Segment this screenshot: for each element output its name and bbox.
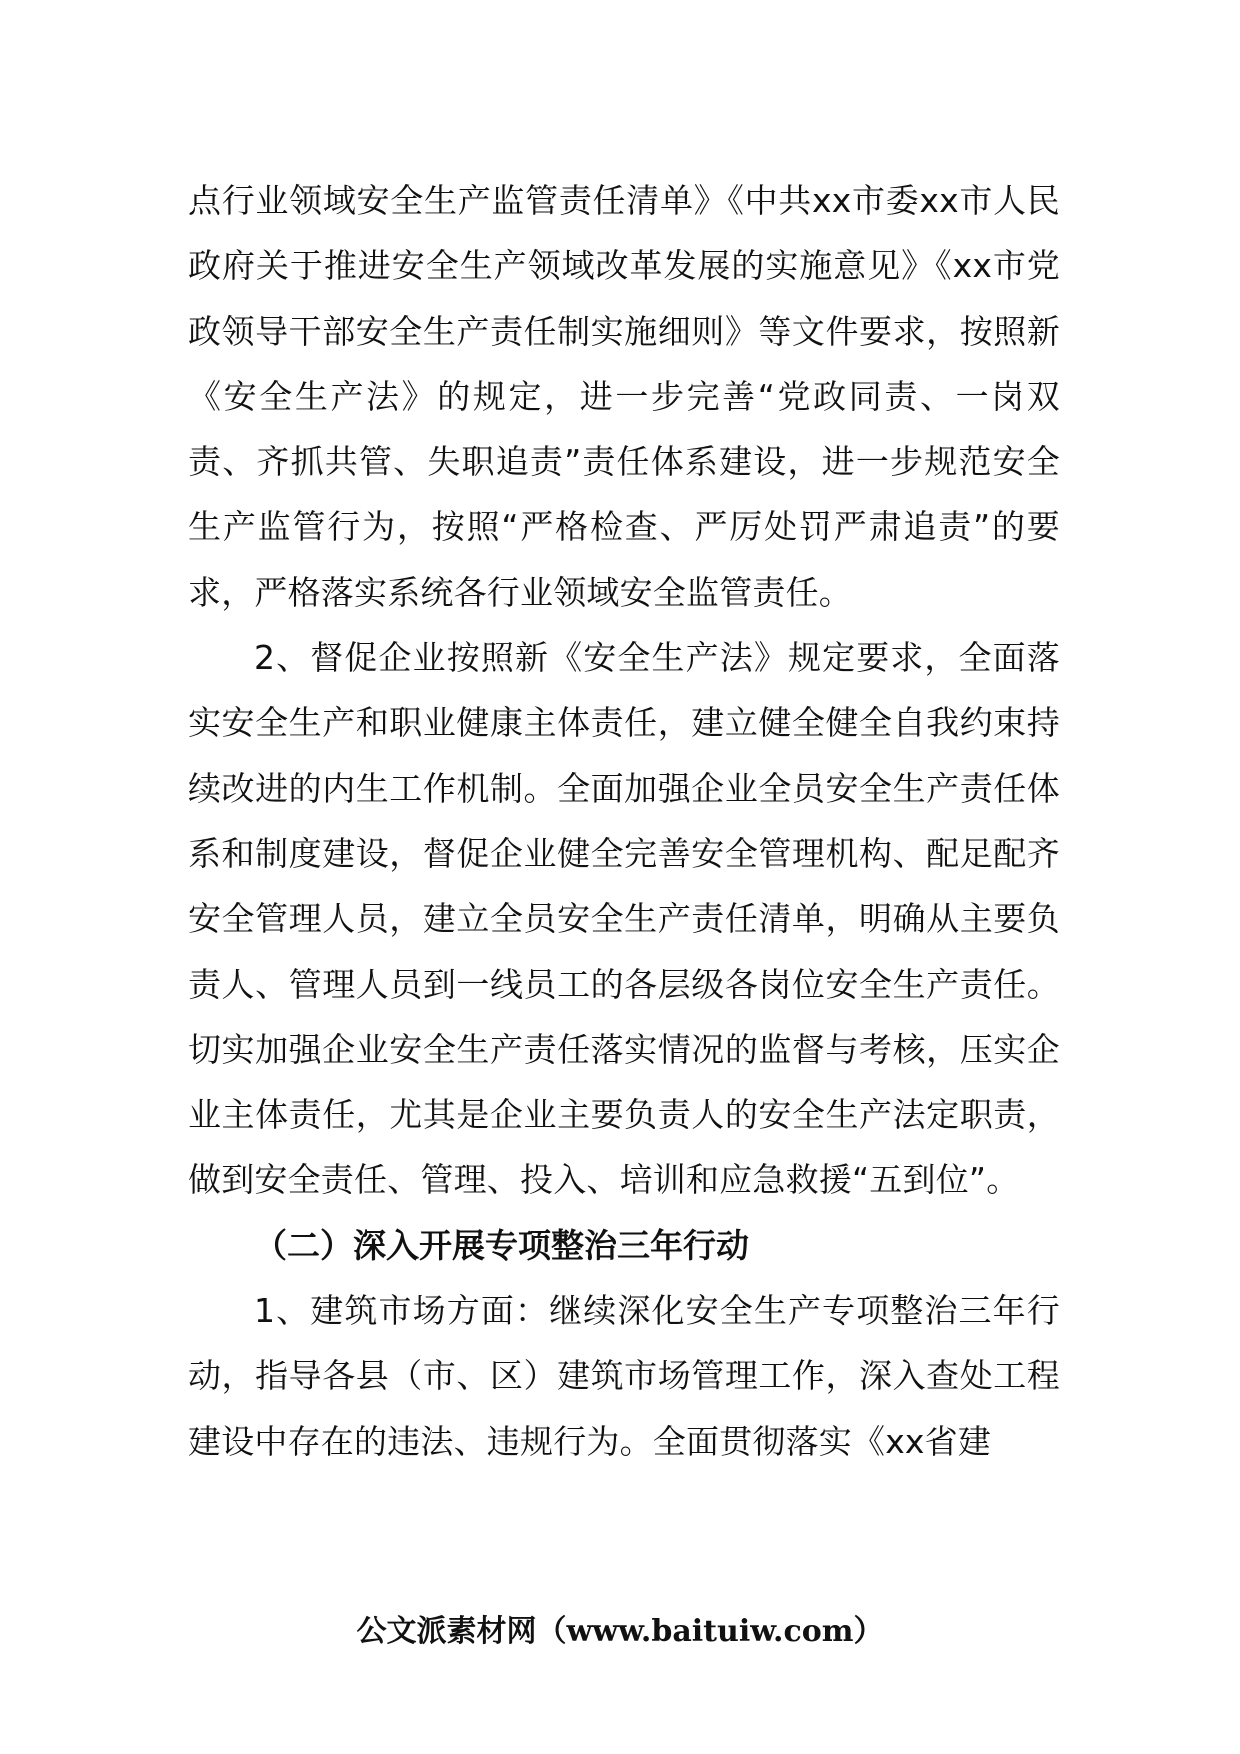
- section-heading: （二）深入开展专项整治三年行动: [254, 1225, 749, 1265]
- document-body: [188, 168, 1060, 1474]
- footer-watermark: 公文派素材网（www.baituiw.com）: [356, 1614, 884, 1649]
- paragraph-item-1-construction: 1、建筑市场方面：继续深化安全生产专项整治三年行动，指导各县（市、区）建筑市场管理工作，深入查处工程建设中存在的违法、违规行为。全面贯彻落实《xx省建: [188, 1291, 1060, 1461]
- paragraph-item-2: 2、督促企业按照新《安全生产法》规定要求，全面落实安全生产和职业健康主体责任，建立健全健全自我约束持续改进的内生工作机制。全面加强企业全员安全生产责任体系和制度建设，督促企业健全完善安全管理机构、配足配齐安全管理人员，建立全员安全生产责任清单，明确从主要负责人、管理人员到一线员工的各层级各岗位安全生产责任。切实加强企业安全生产责任落实情况的监督与考核，压实企业主体责任，尤其是企业主要负责人的安全生产法定职责，做到安全责任、管理、投入、培训和应急救援“五到位”。: [188, 638, 1060, 1200]
- paragraph-continued: 点行业领域安全生产监管责任清单》《中共xx市委xx市人民政府关于推进安全生产领域改革发展的实施意见》《xx市党政领导干部安全生产责任制实施细则》等文件要求，按照新《安全生产法》的规定，进一步完善“党政同责、一岗双责、齐抓共管、失职追责”责任体系建设，进一步规范安全生产监管行为，按照“严格检查、严厉处罚严肃追责”的要求，严格落实系统各行业领域安全监管责任。: [188, 181, 1060, 612]
